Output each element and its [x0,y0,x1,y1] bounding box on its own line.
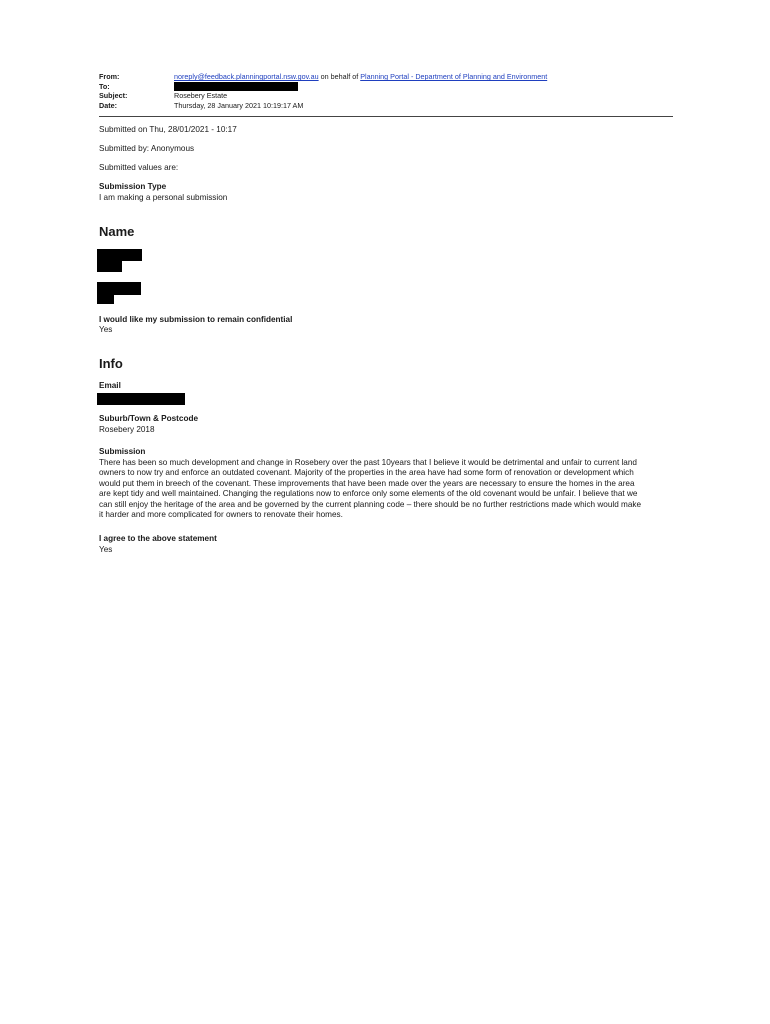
date-row [99,101,674,111]
submission-line: it harder and more complicated for owners to renovate their homes. [99,510,343,520]
date-value: Thursday, 28 January 2021 10:19:17 AM [174,100,304,110]
from-email-link[interactable]: noreply@feedback.planningportal.nsw.gov.au [174,72,319,81]
suburb-label: Suburb/Town & Postcode [99,414,199,423]
confidential-label: I would like my submission to remain confidential [99,315,293,324]
to-redaction [174,82,298,91]
subject-value: Rosebery Estate [174,91,228,101]
email-header [99,72,674,110]
submission-line: owners to now try and enforce an outdated covenant. Majority of the properties in the area have had some form of renovation or development which [99,468,634,478]
submitted-on: Submitted on Thu, 28/01/2021 - 10:17 [99,125,237,134]
submission-line: are kept tidy and well maintained. Changing the regulations now to enforce only some elements of the old covenant would be unfair. I believe that we [99,489,638,499]
agree-value: Yes [99,545,113,554]
submission-line: can still enjoy the heritage of the area and be governed by the current planning code – there should be no further restrictions made which would make [99,499,642,509]
suburb-value: Rosebery 2018 [99,425,155,434]
email-redaction [97,393,185,405]
submission-type-value: I am making a personal submission [99,193,228,202]
email-label: Email [99,381,121,390]
submission-type-label: Submission Type [99,182,167,191]
header-divider [99,116,673,117]
to-label: To: [99,81,110,91]
from-label: From: [99,72,120,81]
name-redaction-1b [97,260,122,272]
confidential-value: Yes [99,325,113,334]
submitted-values: Submitted values are: [99,163,179,172]
submission-label: Submission [99,447,146,456]
to-row [99,82,674,92]
subject-label: Subject: [99,91,128,101]
from-on-behalf: on behalf of [320,72,359,81]
info-heading: Info [99,356,123,371]
agree-label: I agree to the above statement [99,534,217,543]
name-heading: Name [99,224,135,239]
submission-line: There has been so much development and change in Rosebery over the past 10years that I believe it would be detrimental and unfair to current land [99,458,637,467]
from-row [99,72,674,82]
name-redaction-2b [97,294,114,304]
subject-row [99,91,674,101]
submission-line: would put them in breech of the covenant. These improvements that have been made over the years are necessary to ensure the homes in the area [99,478,635,488]
date-label: Date: [99,100,117,110]
from-org-link[interactable]: Planning Portal - Department of Planning and Environment [360,72,548,81]
submission-text [99,458,677,520]
submitted-by: Submitted by: Anonymous [99,144,195,153]
